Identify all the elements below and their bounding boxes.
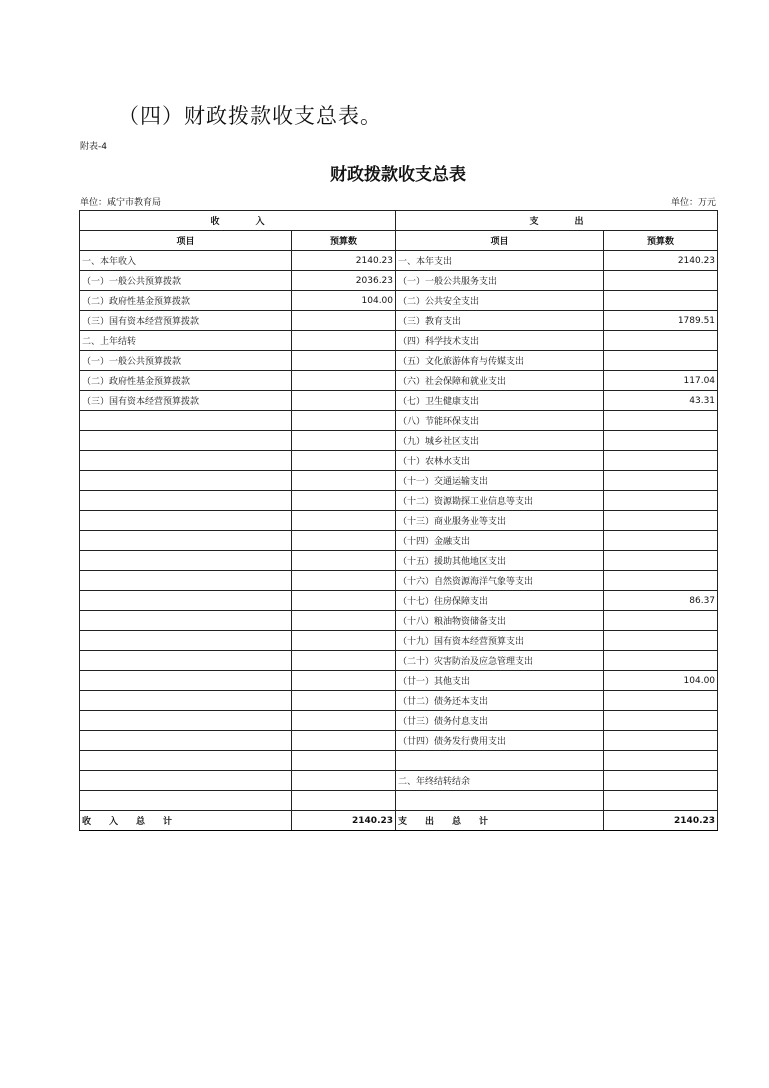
- expense-header: 支 出: [396, 211, 718, 231]
- table-row: [80, 331, 718, 351]
- income-item: [80, 771, 292, 791]
- income-value: [292, 351, 396, 371]
- expense-item: （五）文化旅游体育与传媒支出: [396, 351, 604, 371]
- income-item: （二）政府性基金预算拨款: [80, 371, 292, 391]
- expense-value: [604, 571, 718, 591]
- income-value: [292, 771, 396, 791]
- expense-item: （十六）自然资源海洋气象等支出: [396, 571, 604, 591]
- expense-total-value: 2140.23: [604, 811, 718, 831]
- table-title: 财政拨款收支总表: [330, 165, 466, 185]
- income-value: [292, 411, 396, 431]
- income-value: [292, 531, 396, 551]
- income-item-header: 项目: [80, 231, 292, 251]
- table-row: [80, 631, 718, 651]
- expense-value: 117.04: [604, 371, 718, 391]
- expense-item: （十二）资源勘探工业信息等支出: [396, 491, 604, 511]
- table-row: [80, 391, 718, 411]
- income-item: [80, 511, 292, 531]
- income-value: 2036.23: [292, 271, 396, 291]
- table-row: [80, 531, 718, 551]
- expense-value: 86.37: [604, 591, 718, 611]
- table-row: [80, 611, 718, 631]
- expense-item: （六）社会保障和就业支出: [396, 371, 604, 391]
- income-item: [80, 651, 292, 671]
- income-value: [292, 631, 396, 651]
- expense-item: （十）农林水支出: [396, 451, 604, 471]
- expense-item-header: 项目: [396, 231, 604, 251]
- expense-item: （廿一）其他支出: [396, 671, 604, 691]
- expense-value: [604, 731, 718, 751]
- income-item: [80, 711, 292, 731]
- income-value: [292, 491, 396, 511]
- expense-value: 104.00: [604, 671, 718, 691]
- expense-item: （廿三）债务付息支出: [396, 711, 604, 731]
- expense-item: （一）一般公共服务支出: [396, 271, 604, 291]
- income-item: （二）政府性基金预算拨款: [80, 291, 292, 311]
- expense-item: （十五）援助其他地区支出: [396, 551, 604, 571]
- table-row: [80, 571, 718, 591]
- table-row: [80, 291, 718, 311]
- total-row: [80, 811, 718, 831]
- income-budget-header: 预算数: [292, 231, 396, 251]
- income-value: [292, 431, 396, 451]
- income-item: [80, 731, 292, 751]
- expense-value: [604, 511, 718, 531]
- table-row: [80, 691, 718, 711]
- income-value: [292, 591, 396, 611]
- income-item: [80, 471, 292, 491]
- income-item: [80, 491, 292, 511]
- expense-value: [604, 651, 718, 671]
- expense-value: [604, 491, 718, 511]
- expense-value: [604, 551, 718, 571]
- section-heading: （四）财政拨款收支总表。: [118, 104, 382, 128]
- income-total-value: 2140.23: [292, 811, 396, 831]
- income-value: [292, 611, 396, 631]
- expense-item: （十四）金融支出: [396, 531, 604, 551]
- income-item: 一、本年收入: [80, 251, 292, 271]
- expense-item: （廿二）债务还本支出: [396, 691, 604, 711]
- table-row: [80, 551, 718, 571]
- income-value: [292, 751, 396, 771]
- expense-value: [604, 411, 718, 431]
- income-item: （三）国有资本经营预算拨款: [80, 311, 292, 331]
- expense-value: [604, 431, 718, 451]
- income-item: （一）一般公共预算拨款: [80, 351, 292, 371]
- expense-item: （十一）交通运输支出: [396, 471, 604, 491]
- expense-value: [604, 351, 718, 371]
- expense-value: [604, 771, 718, 791]
- table-row: [80, 311, 718, 331]
- table-row: [80, 271, 718, 291]
- expense-item: [396, 791, 604, 811]
- income-item: [80, 571, 292, 591]
- expense-value: [604, 451, 718, 471]
- expense-value: [604, 791, 718, 811]
- expense-item: （十三）商业服务业等支出: [396, 511, 604, 531]
- income-value: [292, 711, 396, 731]
- income-value: [292, 791, 396, 811]
- table-row: [80, 671, 718, 691]
- income-item: （三）国有资本经营预算拨款: [80, 391, 292, 411]
- table-row: [80, 771, 718, 791]
- table-row: [80, 351, 718, 371]
- income-value: [292, 311, 396, 331]
- expense-item: （十七）住房保障支出: [396, 591, 604, 611]
- income-value: [292, 451, 396, 471]
- income-item: [80, 691, 292, 711]
- income-value: [292, 331, 396, 351]
- table-row: [80, 451, 718, 471]
- expense-item: （三）教育支出: [396, 311, 604, 331]
- income-item: [80, 551, 292, 571]
- unit-currency: 单位：万元: [670, 198, 716, 208]
- expense-item: （八）节能环保支出: [396, 411, 604, 431]
- table-row: [80, 591, 718, 611]
- attachment-label: 附表-4: [80, 142, 107, 152]
- expense-value: [604, 611, 718, 631]
- table-row: [80, 731, 718, 751]
- table-row: [80, 371, 718, 391]
- table-row: [80, 511, 718, 531]
- table-row: [80, 751, 718, 771]
- income-value: [292, 691, 396, 711]
- expense-value: [604, 631, 718, 651]
- income-item: [80, 591, 292, 611]
- income-value: [292, 471, 396, 491]
- expense-budget-header: 预算数: [604, 231, 718, 251]
- income-item: 二、上年结转: [80, 331, 292, 351]
- income-value: [292, 651, 396, 671]
- income-header: 收 入: [80, 211, 396, 231]
- unit-organization: 单位：咸宁市教育局: [80, 198, 162, 208]
- expense-value: [604, 691, 718, 711]
- expense-item: 一、本年支出: [396, 251, 604, 271]
- income-total-label: 收 入 总 计: [80, 811, 292, 831]
- income-value: [292, 551, 396, 571]
- expense-item: （二）公共安全支出: [396, 291, 604, 311]
- income-value: 104.00: [292, 291, 396, 311]
- income-value: [292, 511, 396, 531]
- income-value: [292, 391, 396, 411]
- section-header-row: [80, 211, 718, 231]
- expense-value: [604, 291, 718, 311]
- table-row: [80, 491, 718, 511]
- budget-table: [79, 210, 718, 831]
- expense-item: 二、年终结转结余: [396, 771, 604, 791]
- income-item: [80, 611, 292, 631]
- expense-item: （七）卫生健康支出: [396, 391, 604, 411]
- table-row: [80, 411, 718, 431]
- income-value: [292, 671, 396, 691]
- expense-item: （二十）灾害防治及应急管理支出: [396, 651, 604, 671]
- expense-value: 1789.51: [604, 311, 718, 331]
- income-item: [80, 531, 292, 551]
- expense-value: [604, 531, 718, 551]
- income-item: [80, 751, 292, 771]
- table-row: [80, 791, 718, 811]
- income-item: [80, 671, 292, 691]
- column-header-row: [80, 231, 718, 251]
- expense-item: （四）科学技术支出: [396, 331, 604, 351]
- income-item: （一）一般公共预算拨款: [80, 271, 292, 291]
- expense-value: [604, 471, 718, 491]
- expense-value: 2140.23: [604, 251, 718, 271]
- expense-item: [396, 751, 604, 771]
- income-item: [80, 451, 292, 471]
- table-row: [80, 711, 718, 731]
- expense-value: [604, 751, 718, 771]
- expense-item: （十九）国有资本经营预算支出: [396, 631, 604, 651]
- income-value: 2140.23: [292, 251, 396, 271]
- expense-value: [604, 711, 718, 731]
- table-row: [80, 251, 718, 271]
- expense-item: （廿四）债务发行费用支出: [396, 731, 604, 751]
- expense-item: （十八）粮油物资储备支出: [396, 611, 604, 631]
- table-row: [80, 431, 718, 451]
- income-value: [292, 731, 396, 751]
- income-value: [292, 571, 396, 591]
- table-row: [80, 651, 718, 671]
- income-item: [80, 411, 292, 431]
- income-item: [80, 631, 292, 651]
- expense-value: 43.31: [604, 391, 718, 411]
- table-row: [80, 471, 718, 491]
- expense-value: [604, 331, 718, 351]
- expense-item: （九）城乡社区支出: [396, 431, 604, 451]
- income-value: [292, 371, 396, 391]
- expense-total-label: 支 出 总 计: [396, 811, 604, 831]
- income-item: [80, 791, 292, 811]
- income-item: [80, 431, 292, 451]
- expense-value: [604, 271, 718, 291]
